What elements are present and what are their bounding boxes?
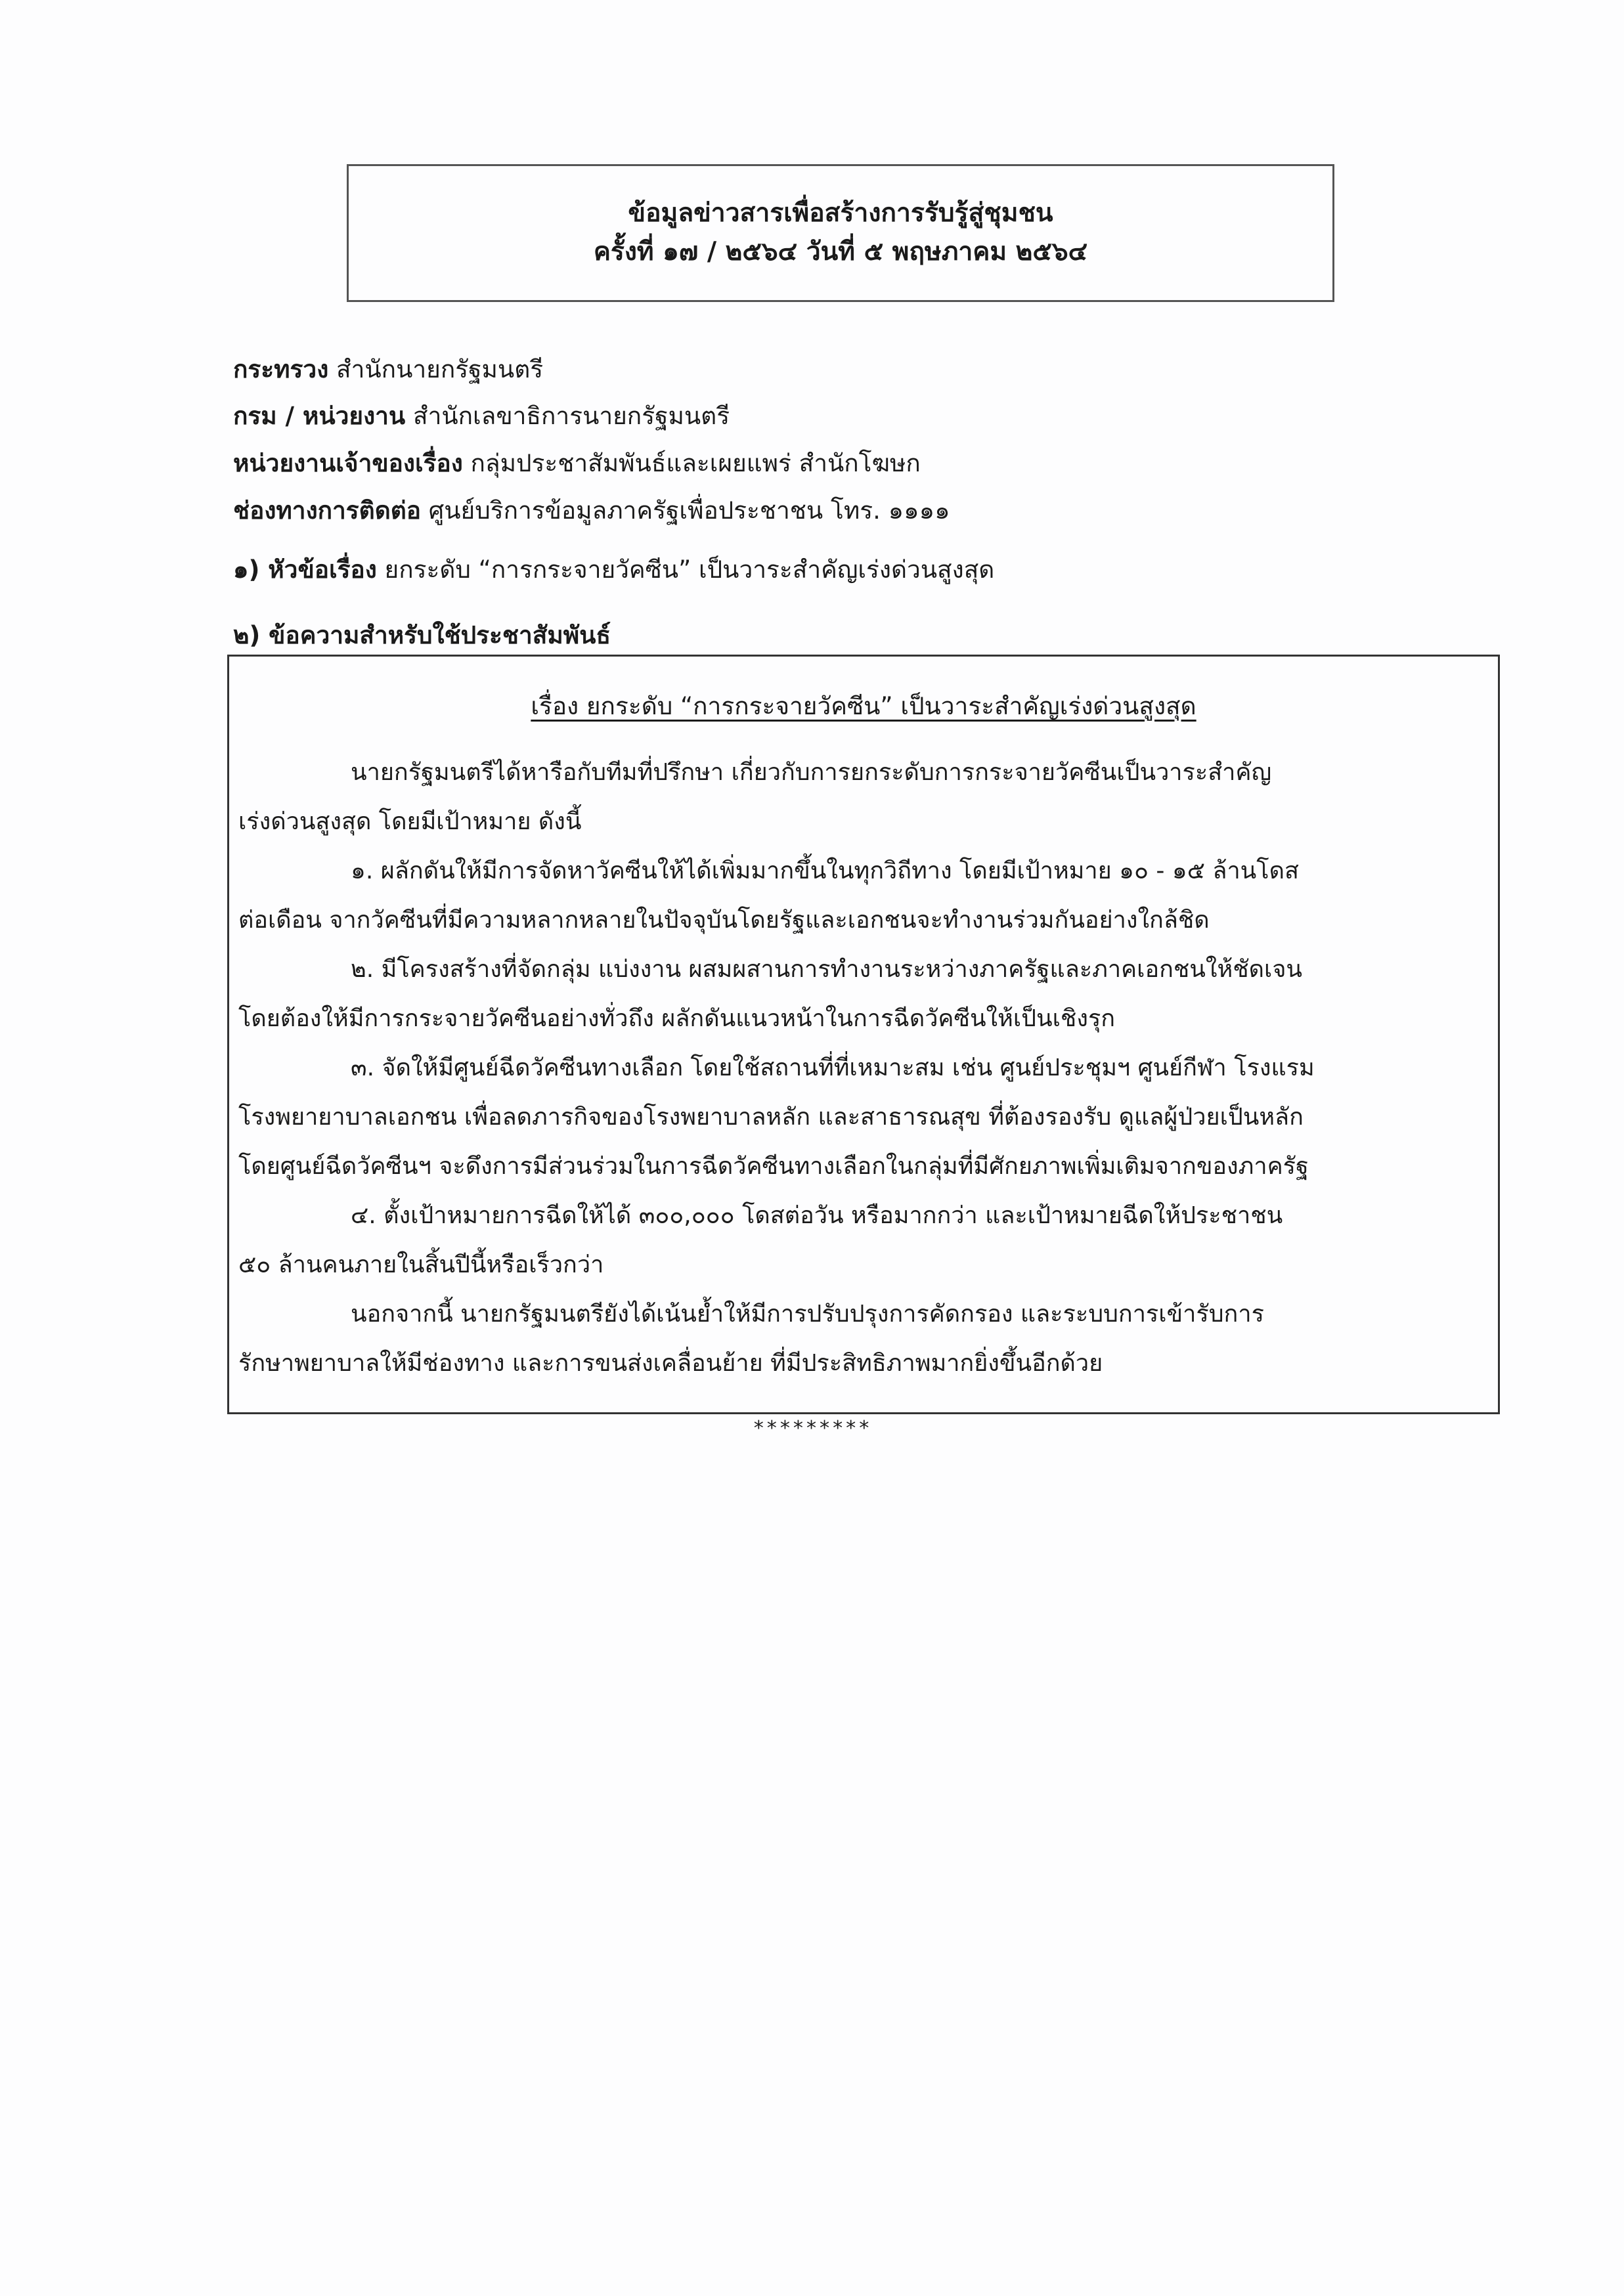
paragraph-line: ๒. มีโครงสร้างที่จัดกลุ่ม แบ่งงาน ผสมผสานการทำงานระหว่างภาครัฐและภาคเอกชนให้ชัดเจน — [351, 956, 1303, 983]
paragraph-line: ๕๐ ล้านคนภายในสิ้นปีนี้หรือเร็วกว่า — [238, 1251, 604, 1278]
owner-value: กลุ่มประชาสัมพันธ์และเผยแพร่ สำนักโฆษก — [470, 449, 921, 477]
ministry-label: กระทรวง — [233, 355, 329, 383]
owner-label: หน่วยงานเจ้าของเรื่อง — [233, 449, 463, 477]
header-title: ข้อมูลข่าวสารเพื่อสร้างการรับรู้สู่ชุมชน — [628, 198, 1053, 228]
header-issue-date: ครั้งที่ ๑๗ / ๒๕๖๔ วันที่ ๕ พฤษภาคม ๒๕๖๔ — [593, 237, 1088, 267]
paragraph-line: รักษาพยาบาลให้มีช่องทาง และการขนส่งเคลื่อนย้าย ที่มีประสิทธิภาพมากยิ่งขึ้นอีกด้วย — [238, 1350, 1103, 1377]
paragraph-line: นอกจากนี้ นายกรัฐมนตรียังได้เน้นย้ำให้มีการปรับปรุงการคัดกรอง และระบบการเข้ารับการ — [351, 1301, 1264, 1328]
section-2-label: ๒) ข้อความสำหรับใช้ประชาสัมพันธ์ — [233, 621, 611, 649]
paragraph-line: เร่งด่วนสูงสุด โดยมีเป้าหมาย ดังนี้ — [238, 808, 582, 835]
paragraph-line: ๔. ตั้งเป้าหมายการฉีดให้ได้ ๓๐๐,๐๐๐ โดสต่อวัน หรือมากกว่า และเป้าหมายฉีดให้ประชาชน — [351, 1202, 1283, 1229]
department-value: สำนักเลขาธิการนายกรัฐมนตรี — [412, 402, 730, 430]
paragraph-line: โรงพยายาบาลเอกชน เพื่อลดภารกิจของโรงพยาบาลหลัก และสาธารณสุข ที่ต้องรองรับ ดูแลผู้ป่วยเป็นหลัก — [238, 1104, 1304, 1131]
department-line — [233, 402, 730, 431]
paragraph-line: ๓. จัดให้มีศูนย์ฉีดวัคซีนทางเลือก โดยใช้สถานที่ที่เหมาะสม เช่น ศูนย์ประชุมฯ ศูนย์กีฬา โรงแรม — [351, 1054, 1315, 1081]
paragraph-line: นายกรัฐมนตรีได้หารือกับทีมที่ปรึกษา เกี่ยวกับการยกระดับการกระจายวัคซีนเป็นวาระสำคัญ — [351, 759, 1272, 786]
paragraph-line: ๑. ผลักดันให้มีการจัดหาวัคซีนให้ได้เพิ่มมากขึ้นในทุกวิถีทาง โดยมีเป้าหมาย ๑๐ - ๑๕ ล้านโดส — [351, 857, 1299, 884]
end-of-document-mark: ********* — [753, 1417, 871, 1440]
section-2-heading — [233, 621, 611, 650]
paragraph-line: โดยศูนย์ฉีดวัคซีนฯ จะดึงการมีส่วนร่วมในการฉีดวัคซีนทางเลือกในกลุ่มที่มีศักยภาพเพิ่มเติมจากของภาครัฐ — [238, 1153, 1309, 1180]
section-1-value: ยกระดับ “การกระจายวัคซีน” เป็นวาระสำคัญเร่งด่วนสูงสุด — [384, 555, 995, 584]
owner-line — [233, 449, 921, 478]
ministry-line — [233, 355, 543, 384]
contact-line — [233, 496, 950, 525]
document-header-box — [347, 164, 1334, 302]
ministry-value: สำนักนายกรัฐมนตรี — [336, 355, 544, 383]
section-1-label: ๑) หัวข้อเรื่อง — [233, 555, 377, 584]
department-label: กรม / หน่วยงาน — [233, 402, 406, 430]
pr-message-title: เรื่อง ยกระดับ “การกระจายวัคซีน” เป็นวาระสำคัญเร่งด่วนสูงสุด — [531, 692, 1196, 720]
paragraph-line: โดยต้องให้มีการกระจายวัคซีนอย่างทั่วถึง ผลักดันแนวหน้าในการฉีดวัคซีนให้เป็นเชิงรุก — [238, 1005, 1116, 1032]
paragraph-line: ต่อเดือน จากวัคซีนที่มีความหลากหลายในปัจจุบันโดยรัฐและเอกชนจะทำงานร่วมกันอย่างใกล้ชิด — [238, 907, 1210, 934]
contact-value: ศูนย์บริการข้อมูลภาครัฐเพื่อประชาชน โทร. ๑๑๑๑ — [428, 496, 950, 525]
section-1-topic — [233, 555, 994, 584]
contact-label: ช่องทางการติดต่อ — [233, 496, 421, 525]
pr-message-box — [227, 655, 1500, 1414]
